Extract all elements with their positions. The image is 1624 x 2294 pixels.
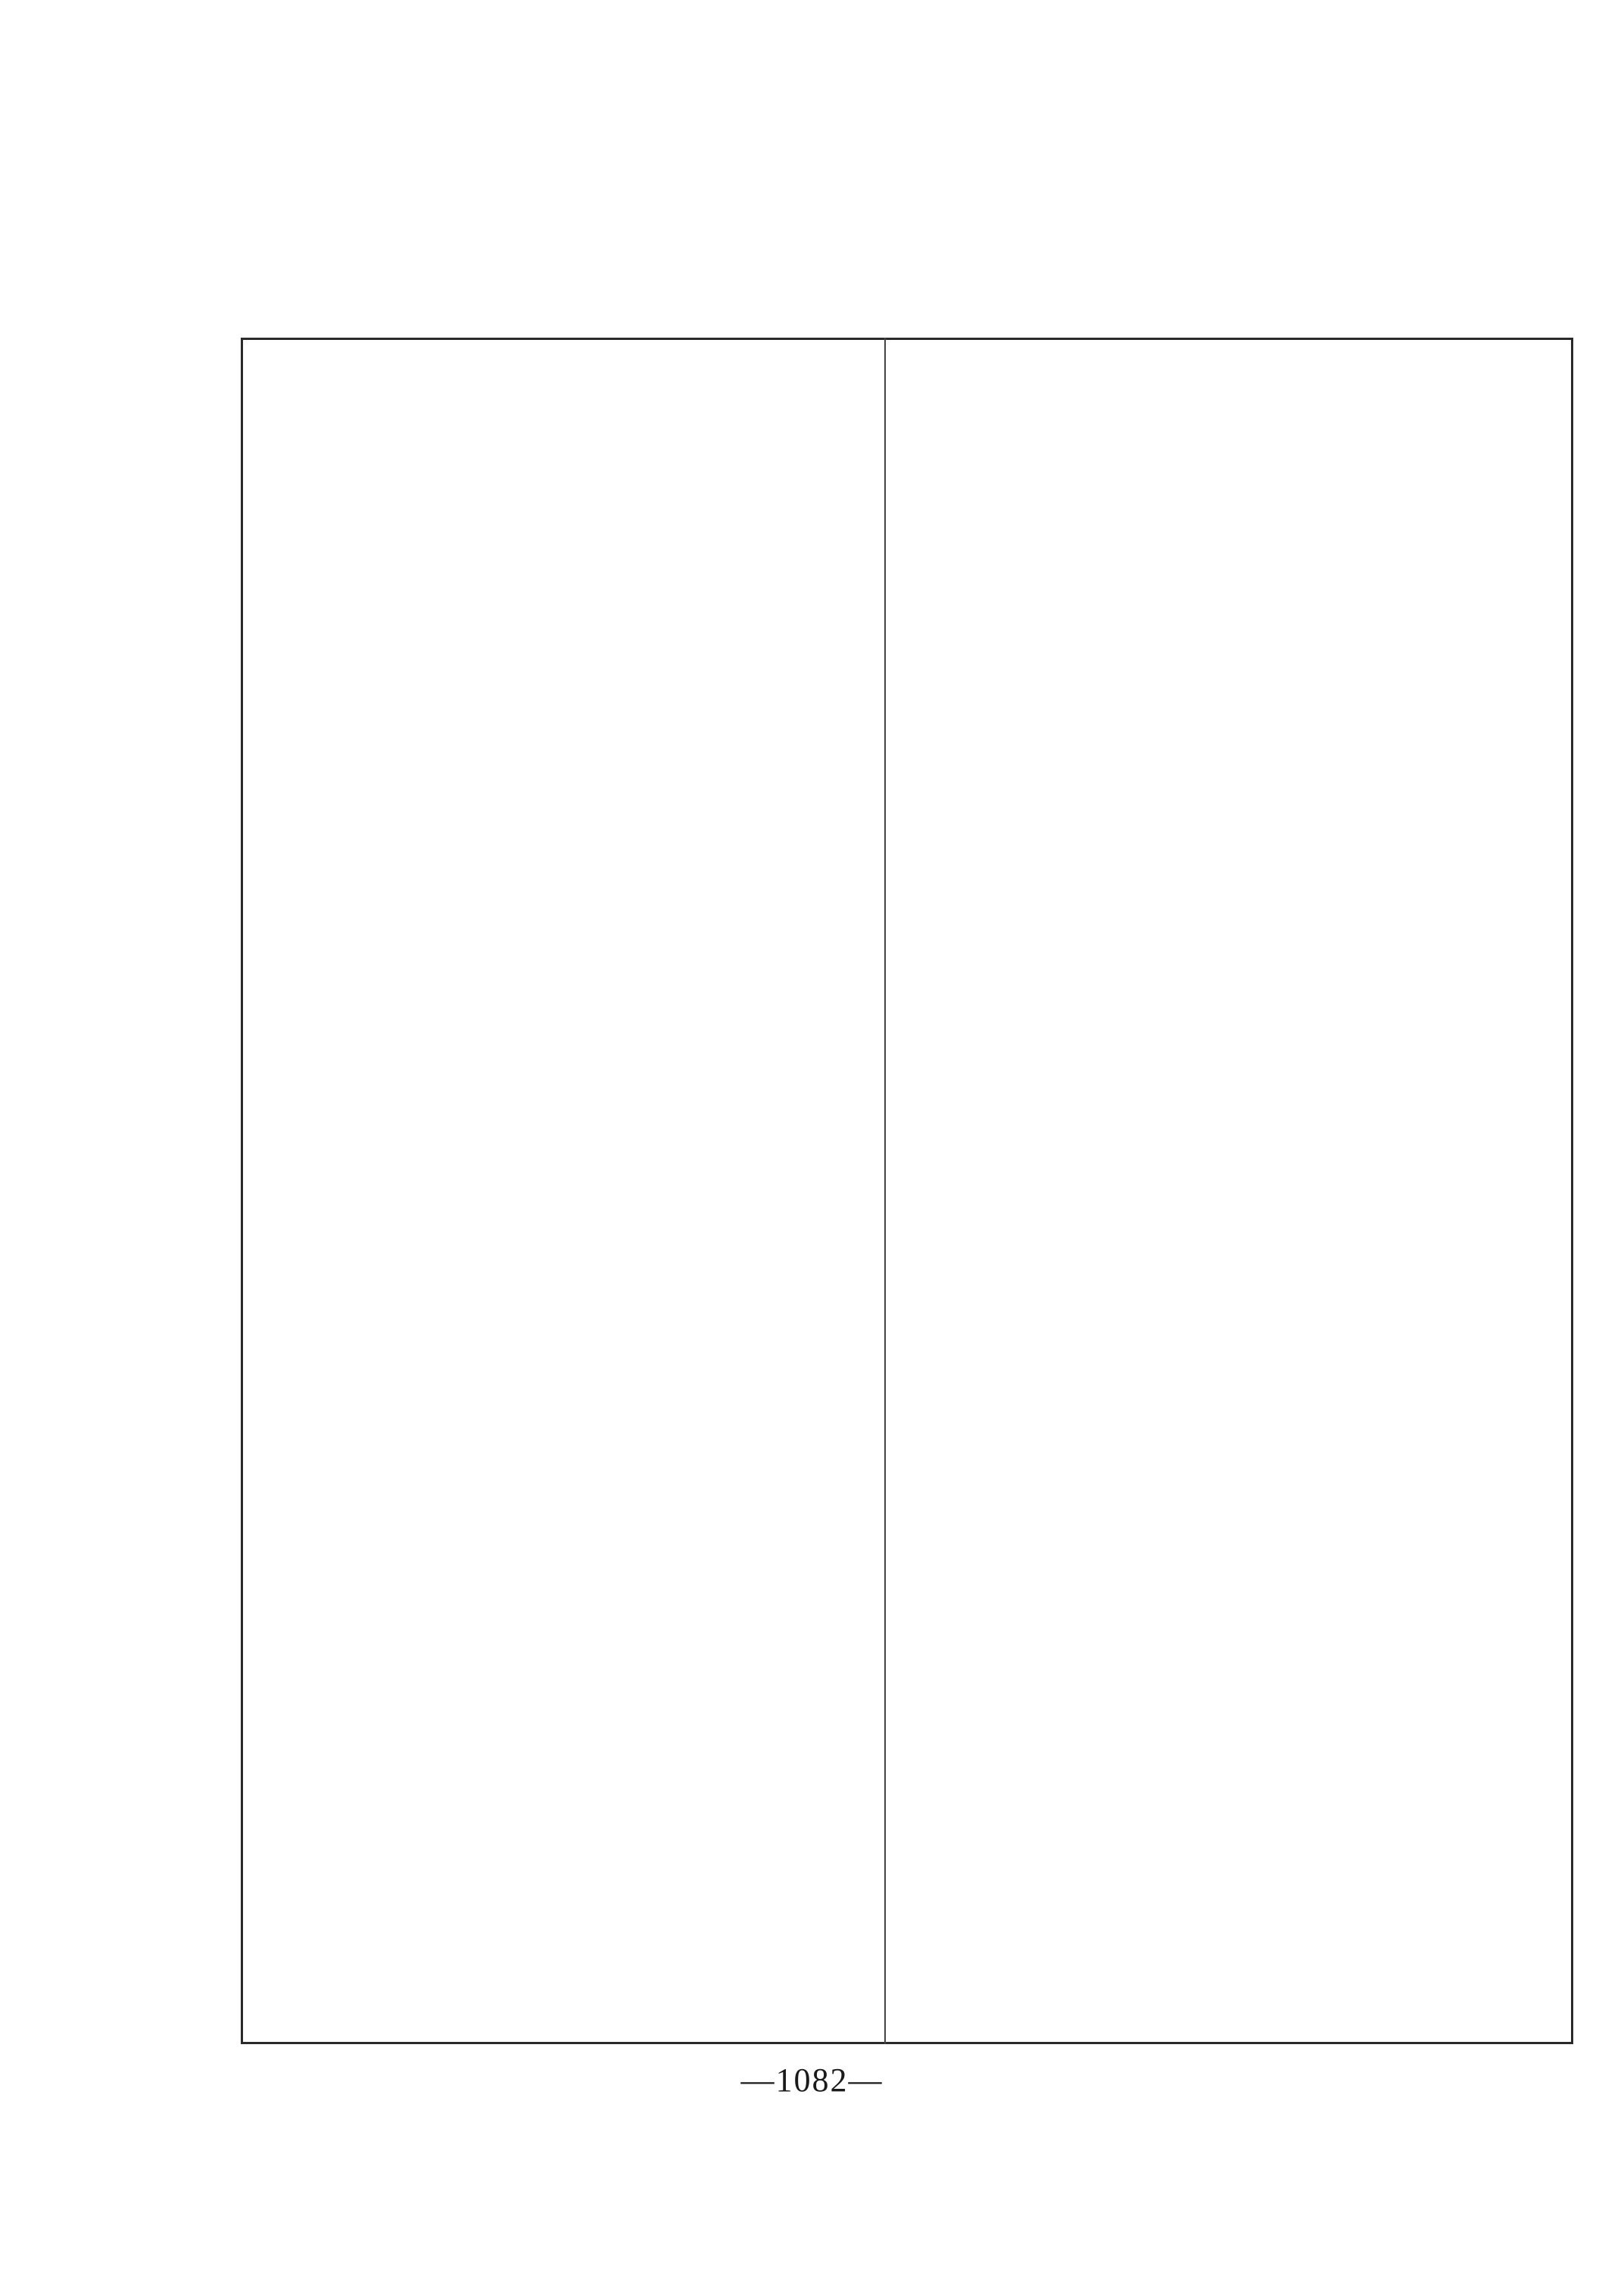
page-number: —1082— — [740, 2062, 884, 2099]
column-divider — [884, 338, 886, 2044]
page-frame — [241, 338, 1573, 2044]
